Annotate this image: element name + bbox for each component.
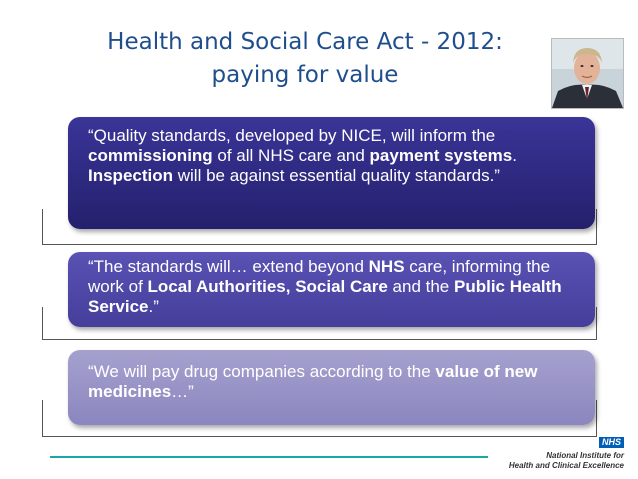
logo-org-name: National Institute for Health and Clinical Excellence — [508, 451, 624, 470]
quote-box-3 — [68, 350, 595, 425]
quote-box-1 — [68, 117, 595, 229]
quote-text-1: “Quality standards, developed by NICE, will inform the commissioning of all NHS care and payment systems. Inspection will be against essential quality standards.” — [88, 126, 517, 185]
slide-title-line1: Health and Social Care Act - 2012: — [107, 29, 503, 55]
nice-logo — [474, 432, 624, 471]
speaker-photo — [551, 38, 624, 109]
nhs-badge: NHS — [599, 437, 624, 448]
quote-box-2 — [68, 252, 595, 327]
person-portrait-icon — [552, 39, 623, 108]
slide-title-line2: paying for value — [211, 62, 399, 88]
quote-text-2: “The standards will… extend beyond NHS care, informing the work of Local Authorities, Social Care and the Public Health Service.” — [88, 257, 562, 316]
quote-text-3: “We will pay drug companies according to the value of new medicines…” — [88, 362, 538, 401]
slide-title — [70, 26, 540, 92]
footer-divider — [50, 456, 488, 458]
